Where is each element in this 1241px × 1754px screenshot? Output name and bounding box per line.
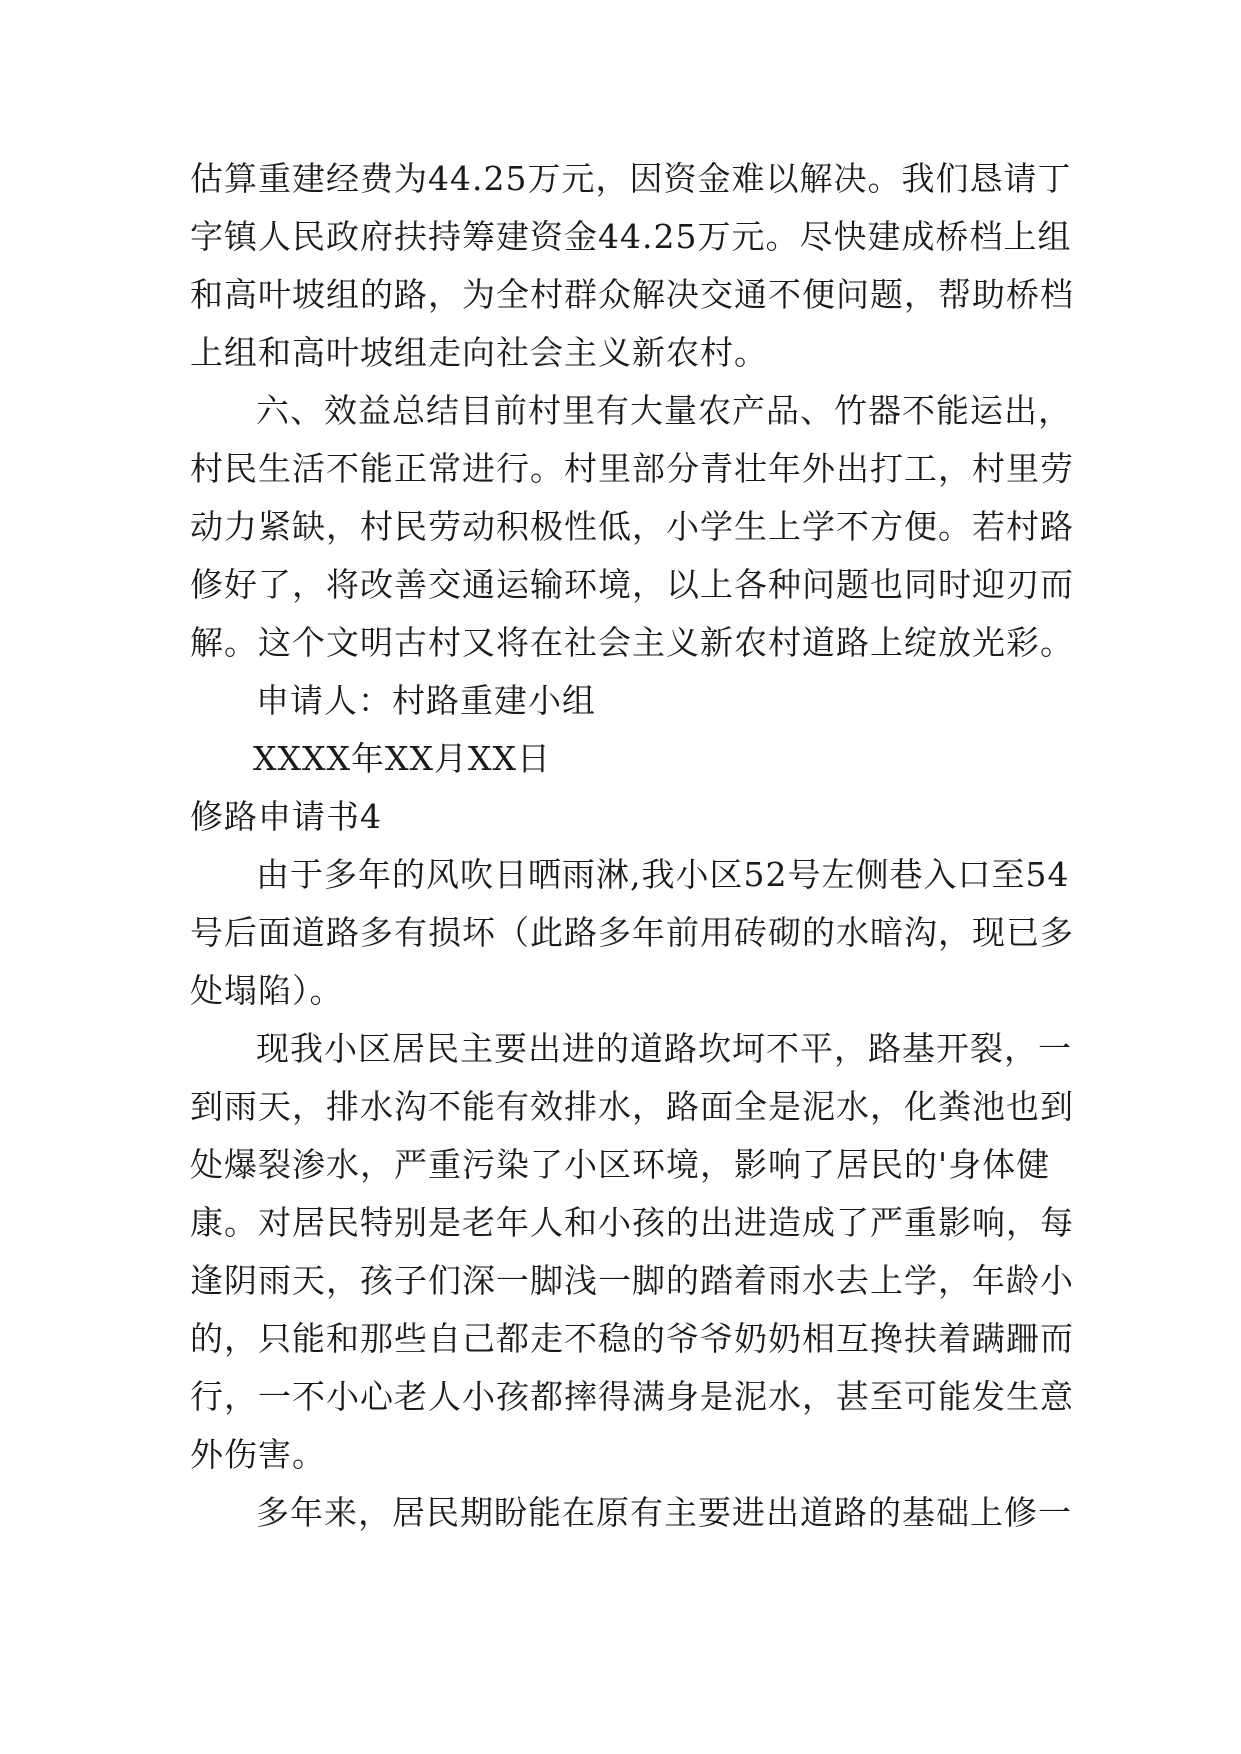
text-line: 字镇人民政府扶持筹建资金44.25万元。尽快建成桥档上组: [190, 217, 1072, 256]
text-line: 处爆裂渗水，严重污染了小区环境，影响了居民的'身体健: [190, 1145, 1051, 1184]
text-line: 号后面道路多有损坏（此路多年前用砖砌的水暗沟，现已多: [190, 913, 1074, 952]
text-line: 解。这个文明古村又将在社会主义新农村道路上绽放光彩。: [190, 623, 1074, 662]
section-title: 修路申请书4: [190, 797, 382, 836]
paragraph-start-line: 由于多年的风吹日晒雨淋,我小区52号左侧巷入口至54: [256, 855, 1070, 894]
text-line: 康。对居民特别是老年人和小孩的出进造成了严重影响，每: [190, 1203, 1074, 1242]
text-line: 上组和高叶坡组走向社会主义新农村。: [190, 333, 768, 372]
text-line: 和高叶坡组的路，为全村群众解决交通不便问题，帮助桥档: [190, 275, 1074, 314]
paragraph-start-line: 六、效益总结目前村里有大量农产品、竹器不能运出，: [256, 391, 1072, 430]
text-line: 村民生活不能正常进行。村里部分青壮年外出打工，村里劳: [190, 449, 1074, 488]
text-line: 处塌陷）。: [190, 971, 344, 1010]
text-line: 动力紧缺，村民劳动积极性低，小学生上学不方便。若村路: [190, 507, 1074, 546]
text-line: 行，一不小心老人小孩都摔得满身是泥水，甚至可能发生意: [190, 1377, 1074, 1416]
text-line: 的，只能和那些自己都走不稳的爷爷奶奶相互搀扶着蹒跚而: [190, 1319, 1074, 1358]
applicant-line: 申请人：村路重建小组: [256, 681, 596, 720]
text-line: 到雨天，排水沟不能有效排水，路面全是泥水，化粪池也到: [190, 1087, 1074, 1126]
paragraph-start-line: 现我小区居民主要出进的道路坎坷不平，路基开裂，一: [256, 1029, 1072, 1068]
text-line: 外伤害。: [190, 1435, 326, 1474]
text-line: 逢阴雨天，孩子们深一脚浅一脚的踏着雨水去上学，年龄小: [190, 1261, 1074, 1300]
paragraph-start-line: 多年来，居民期盼能在原有主要进出道路的基础上修一: [256, 1493, 1072, 1532]
document-body: [190, 150, 1074, 1542]
date-line: XXXX年XX月XX日: [253, 739, 551, 778]
text-line: 估算重建经费为44.25万元，因资金难以解决。我们恳请丁: [190, 159, 1072, 198]
text-line: 修好了，将改善交通运输环境，以上各种问题也同时迎刃而: [190, 565, 1074, 604]
